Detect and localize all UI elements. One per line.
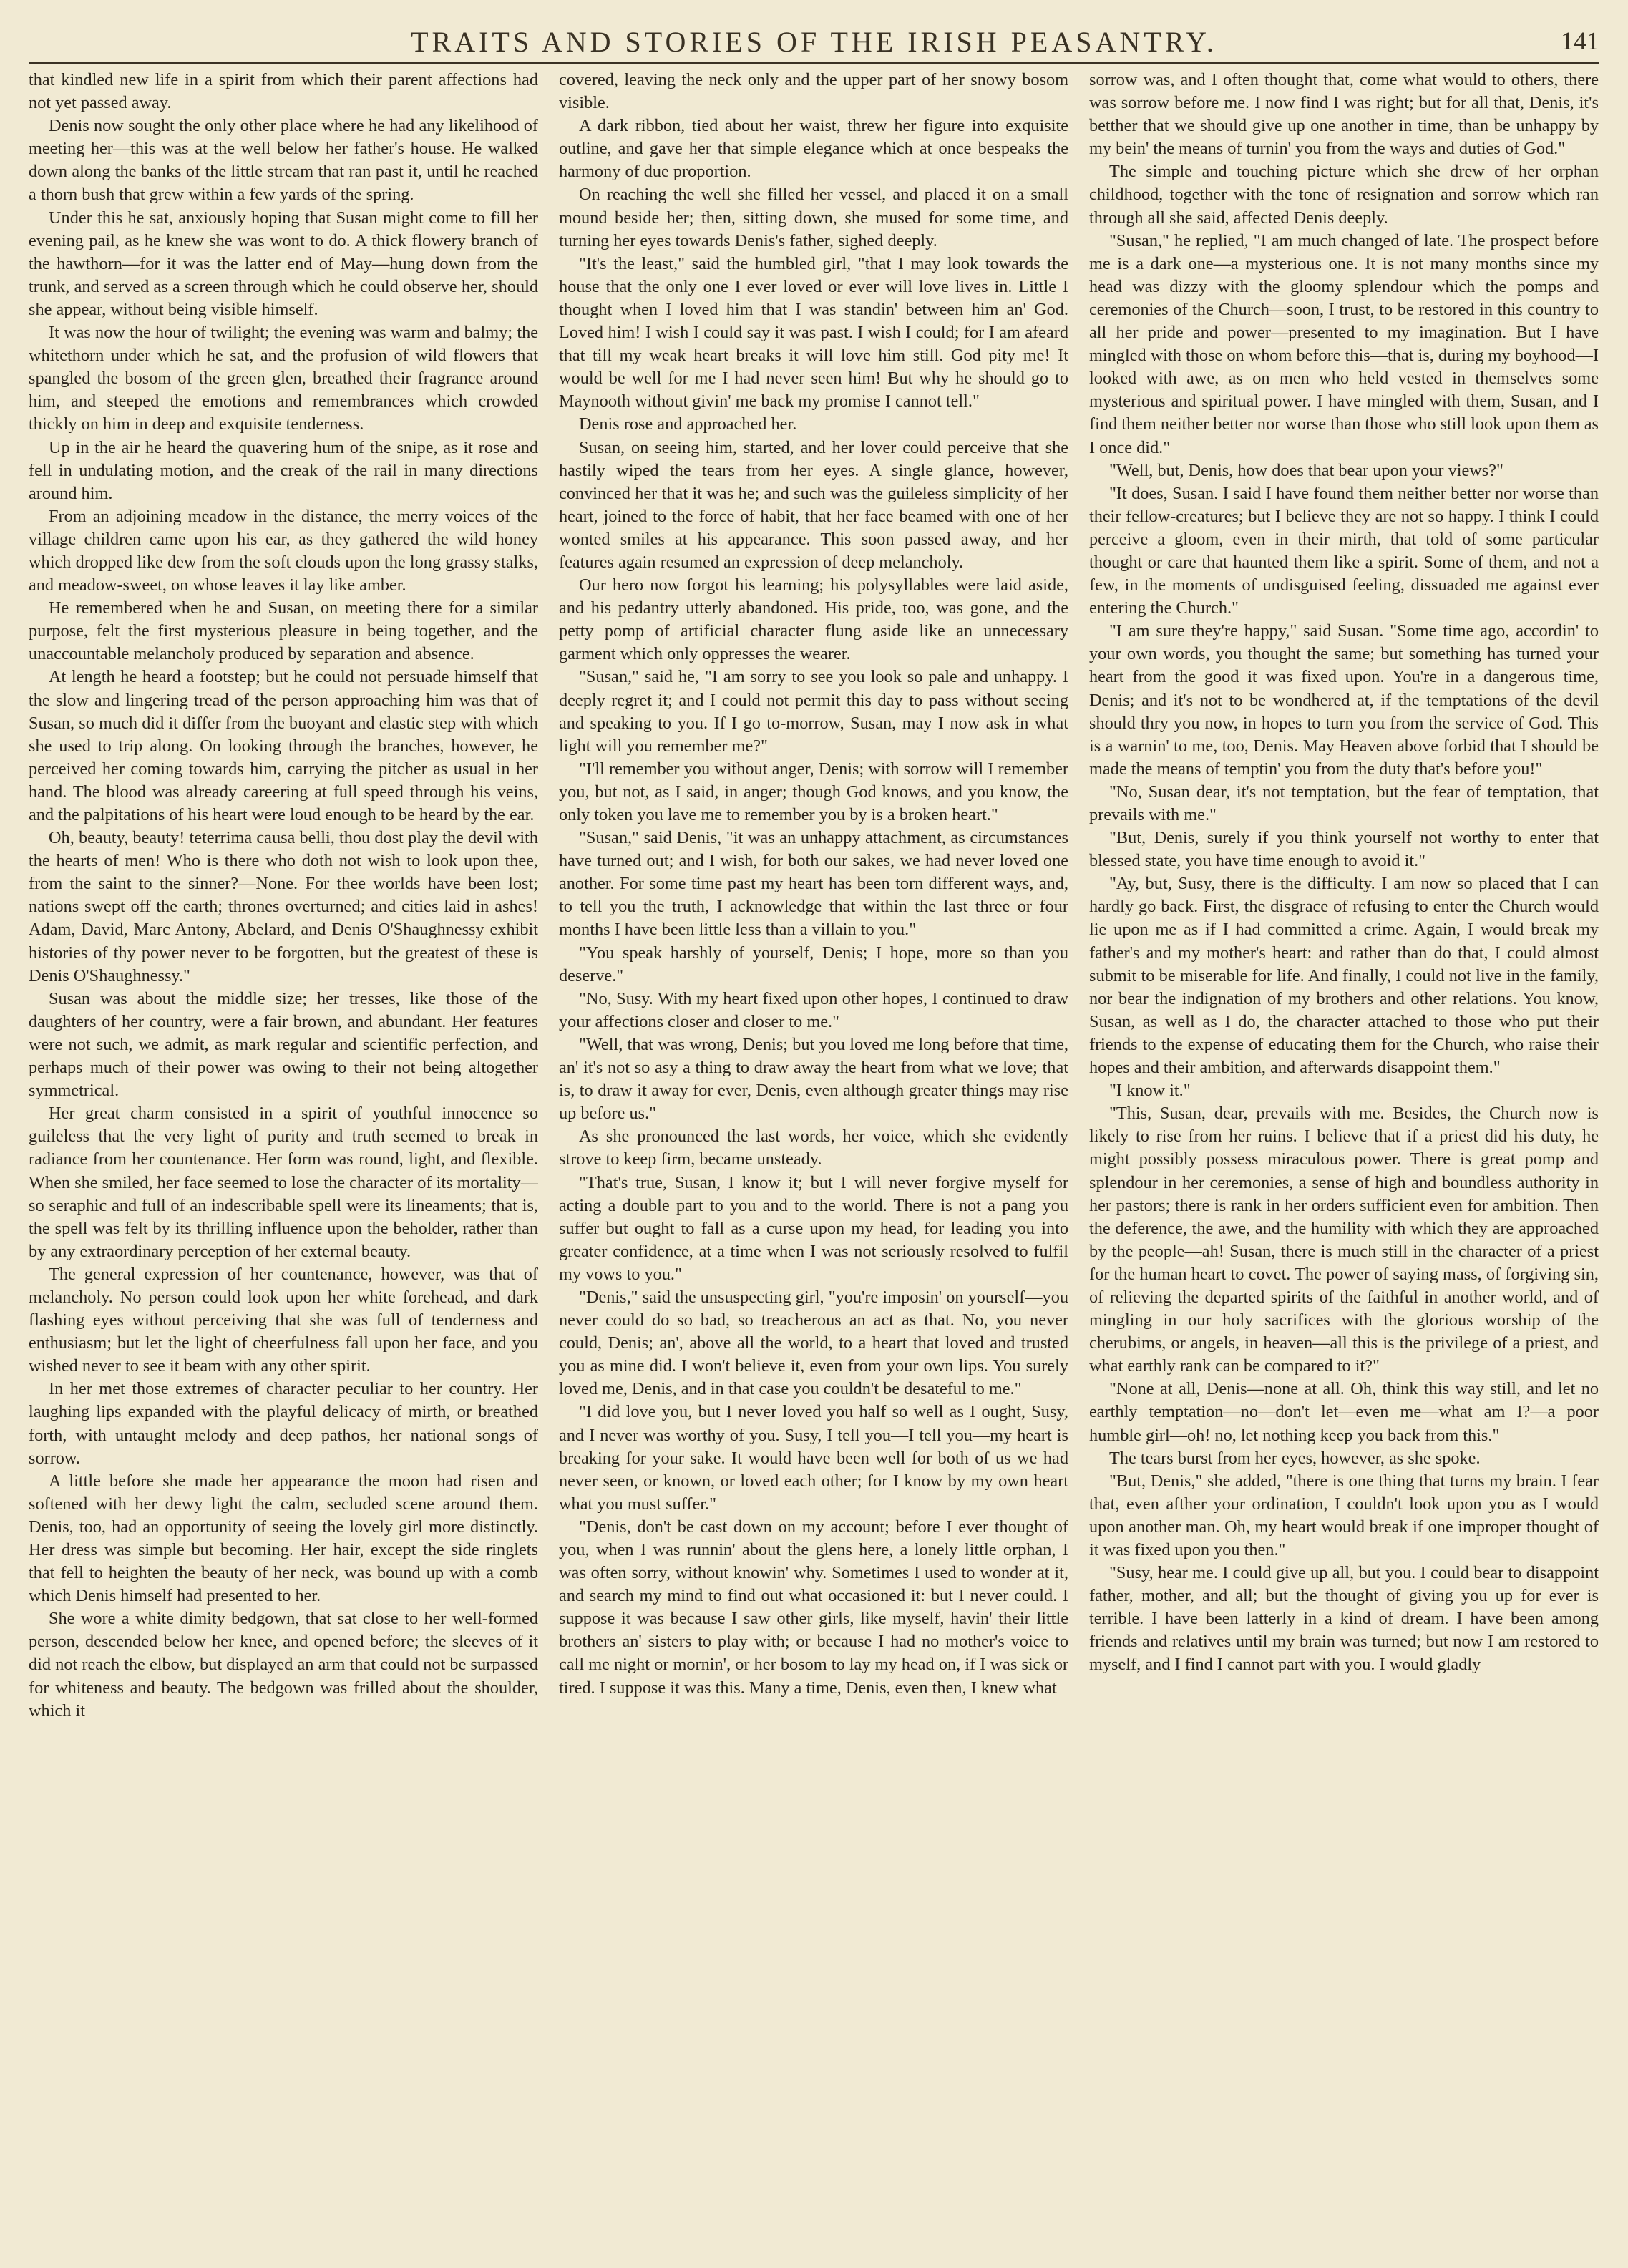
- paragraph: Susan, on seeing him, started, and her lover could perceive that she hastily wiped the tears from her eyes. A single glance, however, convinced her that it was he; and such was the guileless simplicity of her heart, joined to the force of habit, that her face beamed with one of her wonted smiles at his appearance. This soon passed away, and her features again resumed an expression of deep melancholy.: [559, 437, 1068, 572]
- paragraph: She wore a white dimity bedgown, that sat close to her well-formed person, descended below her knee, and opened before; the sleeves of it did not reach the elbow, but displayed an arm that could not be surpassed for whiteness and beauty. The bedgown was frilled about the shoulder, which it: [29, 1609, 538, 1721]
- paragraph: "That's true, Susan, I know it; but I will never forgive myself for acting a double part to you and to the world. There is not a pang you suffer but ought to fall as a curse upon my head, for leading you into greater confidence, at a time when I was not seriously resolved to fulfil my vows to you.": [559, 1172, 1068, 1284]
- paragraph: Her great charm consisted in a spirit of youthful innocence so guileless that the very light of purity and truth seemed to break in radiance from her countenance. Her form was round, light, and flexible. When she smiled, her face seemed to lose the character of its mortality—so seraphic and full of an indescribable spell were its lineaments; that is, the spell was felt by its thrilling influence upon the beholder, rather than by any extraordinary perception of her external beauty.: [29, 1104, 538, 1261]
- paragraph: "Ay, but, Susy, there is the difficulty. I am now so placed that I can hardly go back. First, the disgrace of refusing to enter the Church would lie upon me as if I had committed a crime. Again, I would break my father's and my mother's heart: and rather than do that, I could almost submit to be miserable for life. And finally, I could not live in the family, nor bear the indignation of my brothers and other relations. You know, Susan, as well as I do, the character attached to those who put their friends to the expense of educating them for the Church, who raise their hopes and their ambition, and afterwards disappoint them.": [1089, 874, 1599, 1078]
- paragraph: "It does, Susan. I said I have found them neither better nor worse than their fellow-creatures; but I believe they are not so happy. I think I could perceive a gloom, even in their mirth, that told of some particular thought or care that haunted them like a spirit. Some of them, and not a few, in the moments of undisguised feeling, dissuaded me against ever entering the Church.": [1089, 483, 1599, 618]
- paragraph: "Denis," said the unsuspecting girl, "you're imposin' on yourself—you never could do so bad, so treacherous an act as that. No, you never could, Denis; an', above all the world, to a heart that loved and trusted you as mine did. I won't believe it, even from your own lips. You surely loved me, Denis, and in that case you couldn't be desateful to me.": [559, 1287, 1068, 1399]
- paragraph: sorrow was, and I often thought that, come what would to others, there was sorrow before me. I now find I was right; but for all that, Denis, it's betther that we should give up one another in time, than be unhappy by my bein' the means of turnin' you from the ways and duties of God.": [1089, 70, 1599, 159]
- paragraph: "I know it.": [1109, 1081, 1191, 1101]
- header-rule: [29, 62, 1599, 64]
- paragraph: Up in the air he heard the quavering hum of the snipe, as it rose and fell in undulating motion, and the creak of the rail in many directions around him.: [29, 437, 538, 503]
- paragraph: Under this he sat, anxiously hoping that Susan might come to fill her evening pail, as he knew she was wont to do. A thick flowery branch of the hawthorn—for it was the latter end of May—hung down from the trunk, and served as a screen through which he could observe her, should she appear, without being visible himself.: [29, 208, 538, 319]
- paragraph: From an adjoining meadow in the distance, the merry voices of the village children came upon his ear, as they gathered the wild honey which dropped like dew from the soft clouds upon the long grassy stalks, and meadow-sweet, on whose leaves it lay like amber.: [29, 506, 538, 595]
- paragraph: Denis now sought the only other place where he had any likelihood of meeting her—this was at the well below her father's house. He walked down along the banks of the little stream that ran past it, until he reached a thorn bush that grew within a few yards of the spring.: [29, 116, 538, 205]
- paragraph: As she pronounced the last words, her voice, which she evidently strove to keep firm, became unsteady.: [559, 1126, 1068, 1169]
- paragraph: "Susy, hear me. I could give up all, but you. I could bear to disappoint father, mother, and all; but the thought of giving you up for ever is terrible. I have been latterly in a kind of dream. I have been among friends and relatives until my brain was turned; but now I am restored to myself, and I find I cannot part with you. I would gladly: [1089, 1563, 1599, 1675]
- paragraph: Our hero now forgot his learning; his polysyllables were laid aside, and his pedantry utterly abandoned. His pride, too, was gone, and the petty pomp of artificial character flung aside like an unnecessary garment which only oppresses the wearer.: [559, 575, 1068, 664]
- paragraph: "No, Susan dear, it's not temptation, but the fear of temptation, that prevails with me.": [1089, 782, 1599, 824]
- text-columns: [29, 69, 1599, 2259]
- paragraph: Susan was about the middle size; her tresses, like those of the daughters of her country, were a fair brown, and abundant. Her features were not such, we admit, as mark regular and scientific perfection, and perhaps much of their power was owing to their not being altogether symmetrical.: [29, 988, 538, 1101]
- paragraph: covered, leaving the neck only and the upper part of her snowy bosom visible.: [559, 70, 1068, 113]
- paragraph: "Susan," he replied, "I am much changed of late. The prospect before me is a dark one—a mysterious one. It is not many months since my head was dizzy with the gloomy splendour which the pomps and ceremonies of the Church—soon, I trust, to be restored in this country to all her pride and power—presented to my imagination. But I have mingled with those on whom before this—that is, during my boyhood—I looked with awe, as on men who held vested in themselves some mysterious and spiritual power. I have mingled with them, Susan, and I find them neither better nor worse than those who still look upon them as I once did.": [1089, 230, 1599, 457]
- page-number: 141: [1561, 26, 1599, 55]
- running-title: TRAITS AND STORIES OF THE IRISH PEASANTRY.: [411, 26, 1217, 58]
- paragraph: On reaching the well she filled her vessel, and placed it on a small mound beside her; then, sitting down, she mused for some time, and turning her eyes towards Denis's father, sighed deeply.: [559, 185, 1068, 250]
- paragraph: "No, Susy. With my heart fixed upon other hopes, I continued to draw your affections closer and closer to me.": [559, 988, 1068, 1031]
- paragraph: Denis rose and approached her.: [579, 414, 797, 434]
- paragraph: The general expression of her countenance, however, was that of melancholy. No person could look upon her white forehead, and dark flashing eyes without perceiving that she was full of tenderness and enthusiasm; but let the light of cheerfulness fall upon her face, and you wished never to see it beam with any other spirit.: [29, 1264, 538, 1376]
- paragraph: "Susan," said he, "I am sorry to see you look so pale and unhappy. I deeply regret it; and I could not permit this day to pass without seeing and speaking to you. If I go to-morrow, Susan, may I now ask in what light will you remember me?": [559, 667, 1068, 756]
- paragraph: "Well, but, Denis, how does that bear upon your views?": [1109, 460, 1503, 480]
- paragraph: "Denis, don't be cast down on my account; before I ever thought of you, when I was runnin' about the glens here, a lonely little orphan, I was often sorry, without knowin' why. Sometimes I used to wonder at it, and search my mind to find out what occasioned it: but I never could. I suppose it was because I saw other girls, like myself, havin' their little brothers an' sisters to play with; or because I had no mother's voice to call me night or mornin', or her bosom to lay my head on, if I was sick or tired. I suppose it was this. Many a time, Denis, even then, I knew what: [559, 1517, 1068, 1698]
- paragraph: "It's the least," said the humbled girl, "that I may look towards the house that the only one I ever loved or ever will love lives in. Little I thought when I loved him that I was standin' between him an' God. Loved him! I wish I could say it was past. I wish I could; for I am afeard that till my weak heart breaks it will love him still. God pity me! It would be well for me I had never seen him! But why he should go to Maynooth without givin' me back my promise I cannot tell.": [559, 253, 1068, 412]
- paragraph: "I did love you, but I never loved you half so well as I ought, Susy, and I never was worthy of you. Susy, I tell you—I tell you—my heart is breaking for your sake. It would have been well for both of us we had never seen, or known, or loved each other; for I know by my own heart what you must suffer.": [559, 1402, 1068, 1514]
- paragraph: "Susan," said Denis, "it was an unhappy attachment, as circumstances have turned out; and I wish, for both our sakes, we had never loved one another. For some time past my heart has been torn different ways, and, to tell you the truth, I acknowledge that within the last three or four months I have been little less than a villain to you.": [559, 828, 1068, 940]
- text-column-2: [559, 69, 1068, 2259]
- text-column-3: [1089, 69, 1599, 2259]
- paragraph: A dark ribbon, tied about her waist, threw her figure into exquisite outline, and gave her that simple elegance which at once bespeaks the harmony of due proportion.: [559, 116, 1068, 182]
- paragraph: "You speak harshly of yourself, Denis; I hope, more so than you deserve.": [559, 943, 1068, 985]
- paragraph: In her met those extremes of character peculiar to her country. Her laughing lips expanded with the playful delicacy of mirth, or breathed forth, with untaught melody and deep pathos, her national songs of sorrow.: [29, 1379, 538, 1468]
- paragraph: "I'll remember you without anger, Denis; with sorrow will I remember you, but not, as I said, in anger; though God knows, and you know, the only token you lave me to remember you by is a broken heart.": [559, 759, 1068, 824]
- paragraph: It was now the hour of twilight; the evening was warm and balmy; the whitethorn under which he sat, and the profusion of wild flowers that spangled the bosom of the green glen, breathed their fragrance around him, and steeped the emotions and remembrances which crowded thickly on him in deep and exquisite tenderness.: [29, 323, 538, 434]
- paragraph: "Well, that was wrong, Denis; but you loved me long before that time, an' it's not so asy a thing to draw away the heart from what we love; that is, to draw it away for ever, Denis, even although greater things may rise up before us.": [559, 1034, 1068, 1124]
- paragraph: "None at all, Denis—none at all. Oh, think this way still, and let no earthly temptation—no—don't let—even me—what am I?—a poor humble girl—oh! no, let nothing keep you back from this.": [1089, 1379, 1599, 1445]
- paragraph: "I am sure they're happy," said Susan. "Some time ago, accordin' to your own words, you thought the same; but something has turned your heart from the good it was fixed upon. You're in a dangerous time, Denis; and it's not to be wondhered at, if the temptations of the devil should thry you now, in hopes to turn you from the service of God. This is a warnin' to me, too, Denis. May Heaven above forbid that I should be made the means of temptin' you from the duty that's before you!": [1089, 621, 1599, 779]
- paragraph: "But, Denis," she added, "there is one thing that turns my brain. I fear that, even afther your ordination, I couldn't look upon you as I would upon another man. Oh, my heart would break if one improper thought of it was fixed upon you then.": [1089, 1471, 1599, 1559]
- paragraph: The simple and touching picture which she drew of her orphan childhood, together with the tone of resignation and sorrow which ran through all she said, affected Denis deeply.: [1089, 162, 1599, 228]
- paragraph: "This, Susan, dear, prevails with me. Besides, the Church now is likely to rise from her ruins. I believe that if a priest did his duty, he might possibly possess miraculous power. There is great pomp and splendour in her ceremonies, a sense of high and boundless authority in her pastors; there is rank in her orders sufficient even for ambition. Then the deference, the awe, and the humility with which they are approached by the people—ah! Susan, there is much still in the character of a priest for the human heart to covet. The power of saying mass, of forgiving sin, of relieving the departed spirits of the faithful in another world, and of mingling in our holy sacrifices with the glorious worship of the cherubims, or angels, in heaven—all this is the privilege of a priest, and what earthly rank can be compared to it?": [1089, 1104, 1599, 1376]
- paragraph: At length he heard a footstep; but he could not persuade himself that the slow and lingering tread of the person approaching him was that of Susan, so much did it differ from the buoyant and elastic step with which she used to trip along. On looking through the branches, however, he perceived her coming towards him, carrying the pitcher as usual in her hand. The blood was already careering at full speed through his veins, and the palpitations of his heart were loud enough to be heard by the ear.: [29, 667, 538, 824]
- paragraph: Oh, beauty, beauty! teterrima causa belli, thou dost play the devil with the hearts of men! Who is there who doth not wish to look upon thee, from the saint to the sinner?—None. For thee worlds have been lost; nations swept off the earth; thrones overturned; and cities laid in ashes! Adam, David, Marc Antony, Abelard, and Denis O'Shaughnessy exhibit histories of thy power never to be forgotten, but the greatest of these is Denis O'Shaughnessy.": [29, 828, 538, 985]
- paragraph: The tears burst from her eyes, however, as she spoke.: [1109, 1448, 1481, 1468]
- paragraph: that kindled new life in a spirit from which their parent affections had not yet passed away.: [29, 70, 538, 113]
- paragraph: A little before she made her appearance the moon had risen and softened with her dewy light the calm, secluded scene around them. Denis, too, had an opportunity of seeing the lovely girl more distinctly. Her dress was simple but becoming. Her hair, except the side ringlets that fell to heighten the beauty of her neck, was bound up with a comb which Denis himself had presented to her.: [29, 1471, 538, 1606]
- running-header: [29, 13, 1599, 59]
- paragraph: He remembered when he and Susan, on meeting there for a similar purpose, felt the first mysterious pleasure in being together, and the unaccountable melancholy produced by separation and absence.: [29, 598, 538, 664]
- paragraph: "But, Denis, surely if you think yourself not worthy to enter that blessed state, you have time enough to avoid it.": [1089, 828, 1599, 871]
- text-column-1: [29, 69, 538, 2259]
